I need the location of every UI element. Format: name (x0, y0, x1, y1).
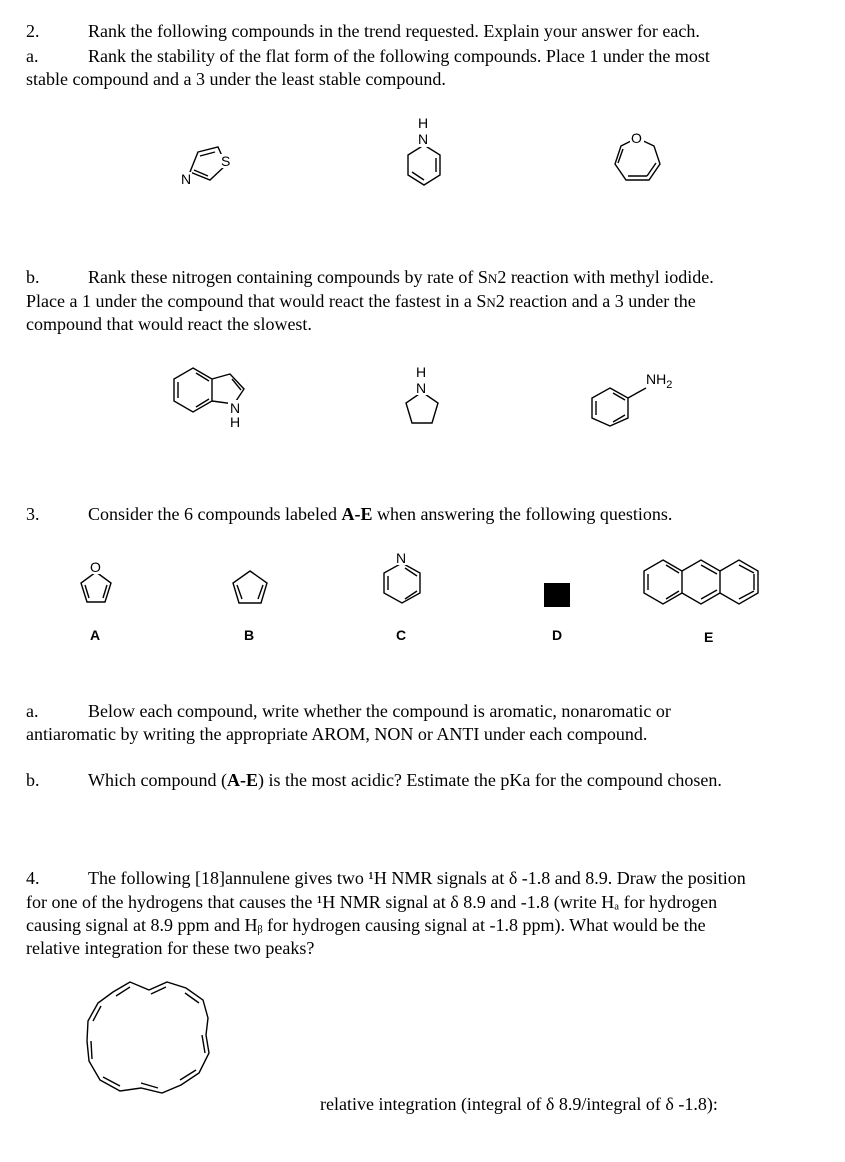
q2-number: 2. (26, 21, 40, 41)
benzylamine-structure (588, 368, 698, 428)
annulene-18-structure (70, 975, 230, 1115)
q3b-letter: b. (26, 770, 40, 790)
indole-n-atom: N (230, 400, 241, 416)
label-b: B (244, 627, 255, 643)
compound-c-pyridine (376, 548, 431, 613)
label-a: A (90, 627, 101, 643)
q2b-letter: b. (26, 267, 40, 287)
q2b-line3: compound that would react the slowest. (26, 314, 312, 334)
q3a-line1: Below each compound, write whether the compound is aromatic, nonaromatic or (88, 701, 671, 721)
compound-a-furan (72, 555, 122, 610)
q4-line4: relative integration for these two peaks? (26, 938, 315, 958)
benzylamine-nh2-label: $NH_2$ (646, 371, 673, 391)
pyrrolidine-n-atom: N (416, 380, 427, 396)
q4-integration-prompt: relative integration (integral of δ 8.9/integral of δ -1.8): (320, 1094, 718, 1114)
q3a-letter: a. (26, 701, 39, 721)
dihydropyridine-structure (395, 115, 455, 195)
furan-o-atom: O (90, 559, 101, 575)
q2-intro: Rank the following compounds in the trend requested. Explain your answer for each. (88, 21, 700, 41)
thiazole-n-atom: N (181, 171, 192, 187)
q4-line2: for one of the hydrogens that causes the ¹H NMR signal at δ 8.9 and -1.8 (write Hₐ for hydrogen (26, 892, 718, 912)
compound-e-anthracene (640, 555, 780, 610)
label-d: D (552, 627, 563, 643)
q3-number: 3. (26, 504, 40, 524)
pyrrolidine-structure (398, 365, 458, 430)
oxepin-o-atom: O (631, 130, 642, 146)
dihydropyridine-h-atom: H (418, 115, 429, 131)
q4-line1: The following [18]annulene gives two ¹H NMR signals at δ -1.8 and 8.9. Draw the position (88, 868, 746, 888)
q3-intro: Consider the 6 compounds labeled A-E when answering the following questions. (88, 504, 673, 524)
q2a-line1: Rank the stability of the flat form of the following compounds. Place 1 under the most (88, 46, 710, 66)
q2a-letter: a. (26, 46, 39, 66)
indole-structure (168, 360, 268, 440)
label-c: C (396, 627, 407, 643)
q2a-line2: stable compound and a 3 under the least stable compound. (26, 69, 446, 89)
indole-h-atom: H (230, 414, 241, 430)
oxepin-structure (605, 125, 670, 190)
thiazole-structure (176, 138, 246, 198)
compound-b-cyclopentadiene (226, 565, 276, 610)
compound-d-cyclobutadiene (540, 578, 580, 613)
q3a-line2: antiaromatic by writing the appropriate AROM, NON or ANTI under each compound. (26, 724, 648, 744)
q4-number: 4. (26, 868, 40, 888)
q4-line3: causing signal at 8.9 ppm and Hᵦ for hydrogen causing signal at -1.8 ppm). What would be the (26, 915, 706, 935)
pyrrolidine-h-atom: H (416, 364, 427, 380)
q2b-line1: Rank these nitrogen containing compounds by rate of SN2 reaction with methyl iodide. (88, 267, 714, 287)
label-e: E (704, 629, 714, 645)
thiazole-s-atom: S (221, 153, 231, 169)
q2b-line2: Place a 1 under the compound that would react the fastest in a SN2 reaction and a 3 under the (26, 291, 696, 311)
q3b-text: Which compound (A-E) is the most acidic? Estimate the pKa for the compound chosen. (88, 770, 722, 790)
dihydropyridine-n-atom: N (418, 131, 429, 147)
pyridine-n-atom: N (396, 550, 407, 566)
